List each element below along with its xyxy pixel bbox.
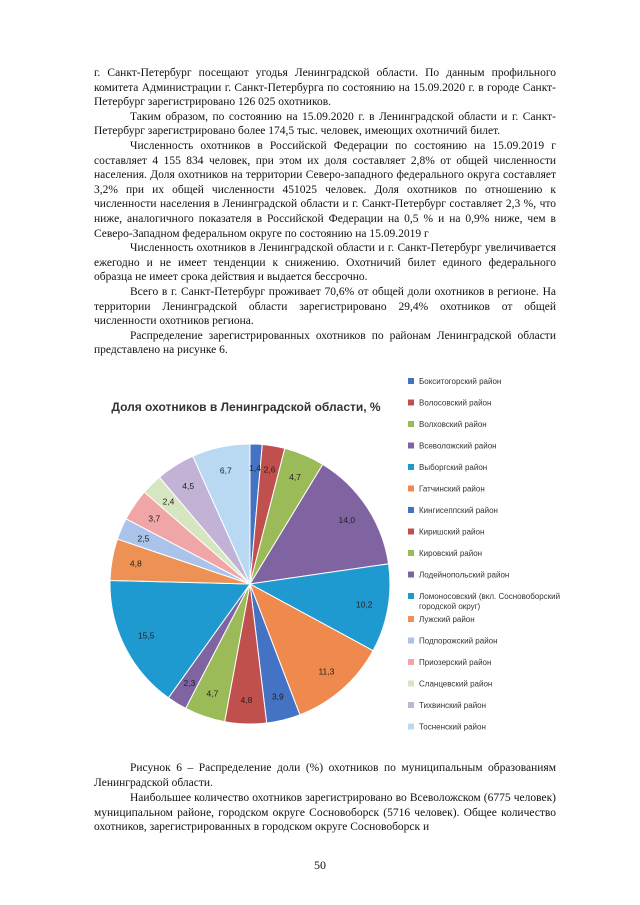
legend-swatch xyxy=(408,593,414,599)
legend-label: Лодейнопольский район xyxy=(419,570,510,580)
slice-label: 15,5 xyxy=(137,630,155,641)
slice-label: 2,6 xyxy=(263,464,276,475)
legend-label: Кингисеппский район xyxy=(419,506,498,515)
slice-label: 1,4 xyxy=(249,463,262,474)
legend-swatch xyxy=(408,702,414,708)
legend-swatch xyxy=(408,638,414,644)
slice-label: 3,7 xyxy=(148,513,161,524)
page-number: 50 xyxy=(314,858,326,872)
legend-label: Тихвинский район xyxy=(419,701,487,710)
slice-label: 3,9 xyxy=(271,691,284,702)
legend-swatch xyxy=(408,443,414,449)
slice-label: 14,0 xyxy=(338,515,356,525)
legend-swatch xyxy=(408,421,414,427)
caption-text: Рисунок 6 – Распределение доли (%) охотников по муниципальным образованиям Ленинградской области. xyxy=(94,762,556,789)
slice-label: 2,4 xyxy=(162,496,175,507)
chart-title: Доля охотников в Ленинградской области, % xyxy=(111,400,381,414)
figure-caption xyxy=(94,761,556,790)
paragraph: г. Санкт-Петербург посещают угодья Ленинградской области. По данным профильного комитета Администрации г. Санкт-Петербурга по состоянию на 15.09.2020 г. в городе Санкт-Петербург зарегистрировано 126 025 охотников. xyxy=(94,67,556,109)
legend-swatch xyxy=(408,550,414,556)
legend-label: Кировский район xyxy=(419,549,483,558)
legend-swatch xyxy=(408,724,414,730)
body-text-bottom xyxy=(94,791,556,835)
chart-legend xyxy=(408,377,560,732)
paragraph: Наибольшее количество охотников зарегистрировано во Всеволожском (6775 человек) муниципальном районе, городском округе Сосновоборск (5716 человек). Общее количество охотников, зарегистрированных в городском округе Сосновоборск и xyxy=(94,792,556,834)
legend-swatch xyxy=(408,681,414,687)
legend-swatch xyxy=(408,659,414,665)
legend-label: Бокситогорский район xyxy=(419,377,502,386)
slice-label: 10,2 xyxy=(355,599,373,610)
legend-label: Приозерский район xyxy=(419,658,492,667)
legend-label: Выборгский район xyxy=(419,463,488,472)
slice-label: 4,7 xyxy=(206,688,219,699)
slice-label: 2,5 xyxy=(137,533,150,544)
paragraph: Всего в г. Санкт-Петербург проживает 70,6% от общей доли охотников в регионе. На территории Ленинградской области зарегистрировано 29,4% охотников от общей численности охотников региона. xyxy=(94,285,556,328)
slice-label: 4,8 xyxy=(240,694,253,705)
legend-label: Киришский район xyxy=(419,527,485,537)
slice-label: 4,8 xyxy=(129,558,142,569)
legend-label: Гатчинский район xyxy=(419,484,485,494)
legend-swatch xyxy=(408,507,414,513)
paragraph: Численность охотников в Российской Федерации по состоянию на 15.09.2019 г составляет 4 155 834 человек, при этом их доля составляет 2,8% от общей численности населения. Доля охотников на территории Северо-западного федерального округа составляет 3,2% при их общей численности 451025 человек. Доля охотников по отношению к численности населения в Ленинградской области и г. Санкт-Петербург составляет 2,3 %, что ниже, аналогичного показателя в Российской Федерации на 0,5 % и на 0,9% ниже, чем в Северо-Западном федеральном округе по состоянию на 15.09.2019 г xyxy=(94,139,556,240)
paragraph: Численность охотников в Ленинградской области и г. Санкт-Петербург увеличивается ежегодно и не имеет тенденции к снижению. Охотничий билет единого федерального образца не имеет срока действия и выдается бессрочно. xyxy=(94,242,556,284)
slice-label: 6,7 xyxy=(219,465,232,476)
slice-label: 2,3 xyxy=(183,677,196,688)
legend-swatch xyxy=(408,616,414,622)
legend-swatch xyxy=(408,400,414,406)
pie-slices xyxy=(110,444,390,724)
legend-label: Сланцевский район xyxy=(419,679,493,689)
legend-swatch xyxy=(408,486,414,492)
legend-swatch xyxy=(408,378,414,384)
legend-label: Всеволожский район xyxy=(419,441,497,451)
legend-label: Ломоносовский (вкл. Сосновоборский городской округ) xyxy=(419,592,561,611)
slice-label: 11,3 xyxy=(318,666,335,677)
slice-label: 4,5 xyxy=(182,480,195,491)
paragraph: Таким образом, по состоянию на 15.09.2020 г. в Ленинградской области и г. Санкт-Петербург зарегистрировано более 174,5 тыс. человек, имеющих охотничий билет. xyxy=(94,110,556,138)
legend-label: Волховский район xyxy=(419,420,487,429)
legend-label: Тосненский район xyxy=(419,722,486,732)
slice-label: 4,7 xyxy=(289,472,302,483)
legend-label: Волосовский район xyxy=(419,398,492,408)
legend-swatch xyxy=(408,572,414,578)
legend-label: Подпорожский район xyxy=(419,636,498,646)
paragraph: Распределение зарегистрированных охотников по районам Ленинградской области представлено на рисунке 6. xyxy=(94,329,556,357)
legend-swatch xyxy=(408,529,414,535)
legend-label: Лужский район xyxy=(419,615,475,624)
legend-swatch xyxy=(408,464,414,470)
